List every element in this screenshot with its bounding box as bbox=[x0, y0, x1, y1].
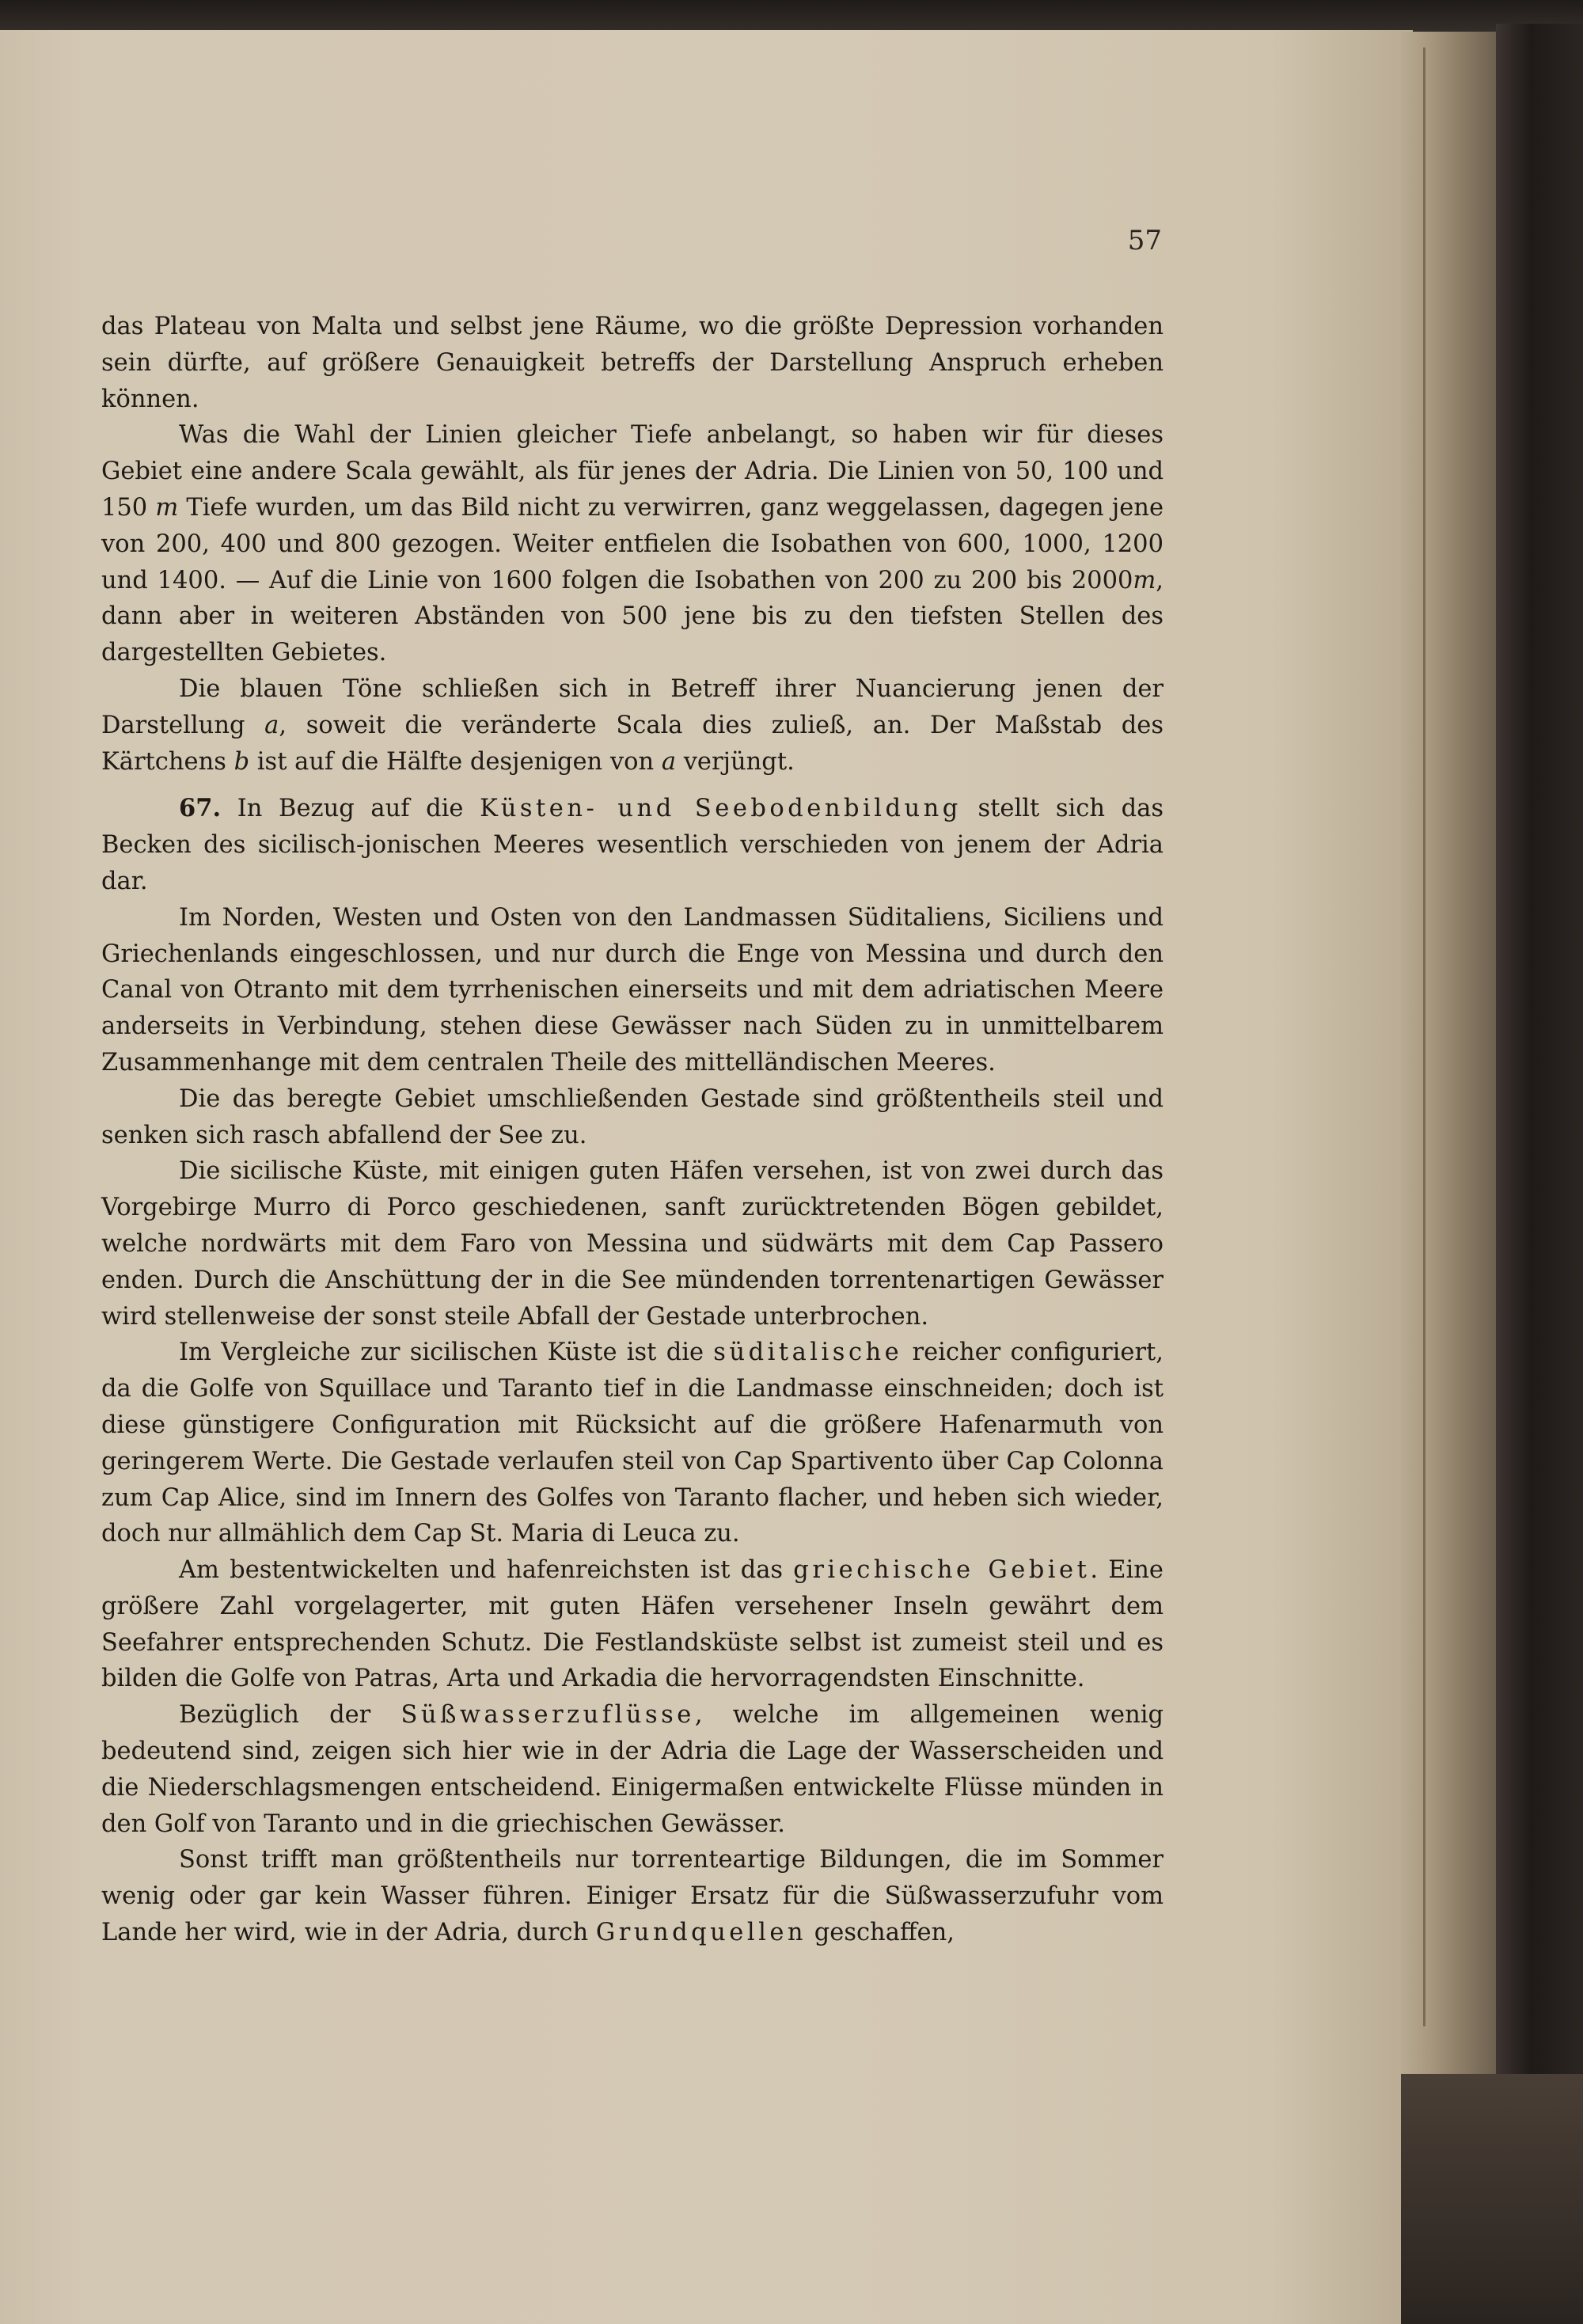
text-segment: Sonst trifft man größtentheils nur torrenteartige Bildungen, die im Sommer wenig oder gar kein Wasser führen. Einiger Ersatz für die Süßwasserzufuhr vom Lande her wird, wie in der Adria, durch bbox=[101, 1846, 1164, 1947]
paragraph bbox=[101, 1153, 1164, 1335]
text-segment: , dann aber in weiteren Abständen von 500 jene bis zu den tiefsten Stellen des dargestellten Gebietes. bbox=[101, 566, 1164, 667]
page-gutter bbox=[1401, 32, 1496, 2074]
text-segment: verjüngt. bbox=[676, 747, 795, 776]
text-segment: Im Norden, Westen und Osten von den Landmassen Süditaliens, Siciliens und Griechenlands eingeschlossen, und nur durch die Enge von Messina und durch den Canal von Otranto mit dem tyrrhenischen einerseits und mit dem adriatischen Meere anderseits in Verbindung, stehen diese Gewässer nach Süden zu in unmittelbarem Zusammenhange mit dem centralen Theile des mittelländischen Meeres. bbox=[101, 903, 1164, 1077]
text-segment: stellt sich das Becken des sicilisch-jonischen Meeres wesentlich verschieden von jenem der Adria dar. bbox=[101, 795, 1164, 895]
paragraph bbox=[101, 309, 1164, 417]
gutter-line bbox=[1423, 47, 1425, 2026]
text-segment: Im Vergleiche zur sicilischen Küste ist die bbox=[179, 1339, 714, 1367]
text-segment: , welche im allgemeinen wenig bedeutend sind, zeigen sich hier wie in der Adria die Lage der Wasserscheiden und die Niederschlagsmengen entscheidend. Einigermaßen entwickelte Flüsse münden in den Golf von Taranto und in die griechischen Gewässer. bbox=[101, 1701, 1164, 1838]
page-number: 57 bbox=[1127, 225, 1162, 256]
book-binding-lower bbox=[1401, 2074, 1583, 2324]
text-segment: Die das beregte Gebiet umschließenden Gestade sind größtentheils steil und senken sich rasch abfallend der See zu. bbox=[101, 1084, 1164, 1149]
text-segment: geschaffen, bbox=[807, 1919, 955, 1947]
text-segment: griechische Gebiet bbox=[793, 1556, 1091, 1585]
text-segment: m bbox=[155, 493, 179, 522]
text-segment: In Bezug auf die bbox=[221, 795, 480, 823]
text-segment: b bbox=[233, 747, 250, 776]
text-segment: a bbox=[661, 747, 676, 776]
paragraph bbox=[101, 1842, 1164, 1950]
text-segment: süditalische bbox=[713, 1339, 903, 1367]
text-segment: a bbox=[264, 711, 279, 739]
body-text bbox=[101, 309, 1164, 1951]
paragraph bbox=[101, 671, 1164, 780]
text-segment: Süßwasserzuflüsse bbox=[400, 1701, 695, 1730]
text-segment: ist auf die Hälfte desjenigen von bbox=[249, 747, 662, 776]
book-binding bbox=[1496, 24, 1583, 2324]
text-segment: Bezüglich der bbox=[179, 1701, 401, 1730]
paragraph bbox=[101, 1081, 1164, 1154]
text-segment: das Plateau von Malta und selbst jene Räume, wo die größte Depression vorhanden sein dürfte, auf größere Genauigkeit betreffs der Darstellung Anspruch erheben können. bbox=[101, 313, 1164, 413]
section-paragraph bbox=[101, 791, 1164, 899]
text-segment: . Eine größere Zahl vorgelagerter, mit guten Häfen versehener Inseln gewährt dem Seefahrer entsprechenden Schutz. Die Festlandsküste selbst ist zumeist steil und es bilden die Golfe von Patras, Arta und Arkadia die hervorragendsten Einschnitte. bbox=[101, 1556, 1164, 1693]
text-segment: Am bestentwickelten und hafenreichsten ist das bbox=[179, 1556, 794, 1585]
paragraph bbox=[101, 900, 1164, 1081]
text-segment: Küsten- und Seebodenbildung bbox=[480, 795, 962, 823]
paragraph bbox=[101, 417, 1164, 671]
text-segment: Die sicilische Küste, mit einigen guten Häfen versehen, ist von zwei durch das Vorgebirge Murro di Porco geschiedenen, sanft zurücktretenden Bögen gebildet, welche nordwärts mit dem Faro von Messina und südwärts mit dem Cap Passero enden. Durch die Anschüttung der in die See mündenden torrentenartigen Gewässer wird stellenweise der sonst steile Abfall der Gestade unterbrochen. bbox=[101, 1157, 1164, 1331]
text-segment: m bbox=[1133, 566, 1156, 594]
text-segment: Die blauen Töne schließen sich in Betreff ihrer Nuancierung jenen der Darstellung bbox=[101, 674, 1164, 739]
paragraph bbox=[101, 1697, 1164, 1842]
text-segment: Grundquellen bbox=[595, 1919, 807, 1947]
text-segment: , soweit die veränderte Scala dies zuließ, an. Der Maßstab des Kärtchens bbox=[101, 711, 1164, 776]
paragraph bbox=[101, 1335, 1164, 1552]
text-segment: Tiefe wurden, um das Bild nicht zu verwirren, ganz weggelassen, dagegen jene von 200, 400 und 800 gezogen. Weiter entfielen die Isobathen von 600, 1000, 1200 und 1400. — Auf die Linie von 1600 folgen die Isobathen von 200 zu 200 bis 2000 bbox=[101, 493, 1164, 594]
text-segment: 67. bbox=[179, 794, 222, 823]
paragraph bbox=[101, 1552, 1164, 1697]
text-segment: Was die Wahl der Linien gleicher Tiefe anbelangt, so haben wir für dieses Gebiet eine andere Scala gewählt, als für jenes der Adria. Die Linien von 50, 100 und 150 bbox=[101, 421, 1164, 522]
text-segment: reicher configuriert, da die Golfe von Squillace und Taranto tief in die Landmasse einschneiden; doch ist diese günstigere Configuration mit Rücksicht auf die größere Hafenarmuth von geringerem Werte. Die Gestade verlaufen steil von Cap Spartivento über Cap Colonna zum Cap Alice, sind im Innern des Golfes von Taranto flacher, und heben sich wieder, doch nur allmählich dem Cap St. Maria di Leuca zu. bbox=[101, 1339, 1164, 1548]
